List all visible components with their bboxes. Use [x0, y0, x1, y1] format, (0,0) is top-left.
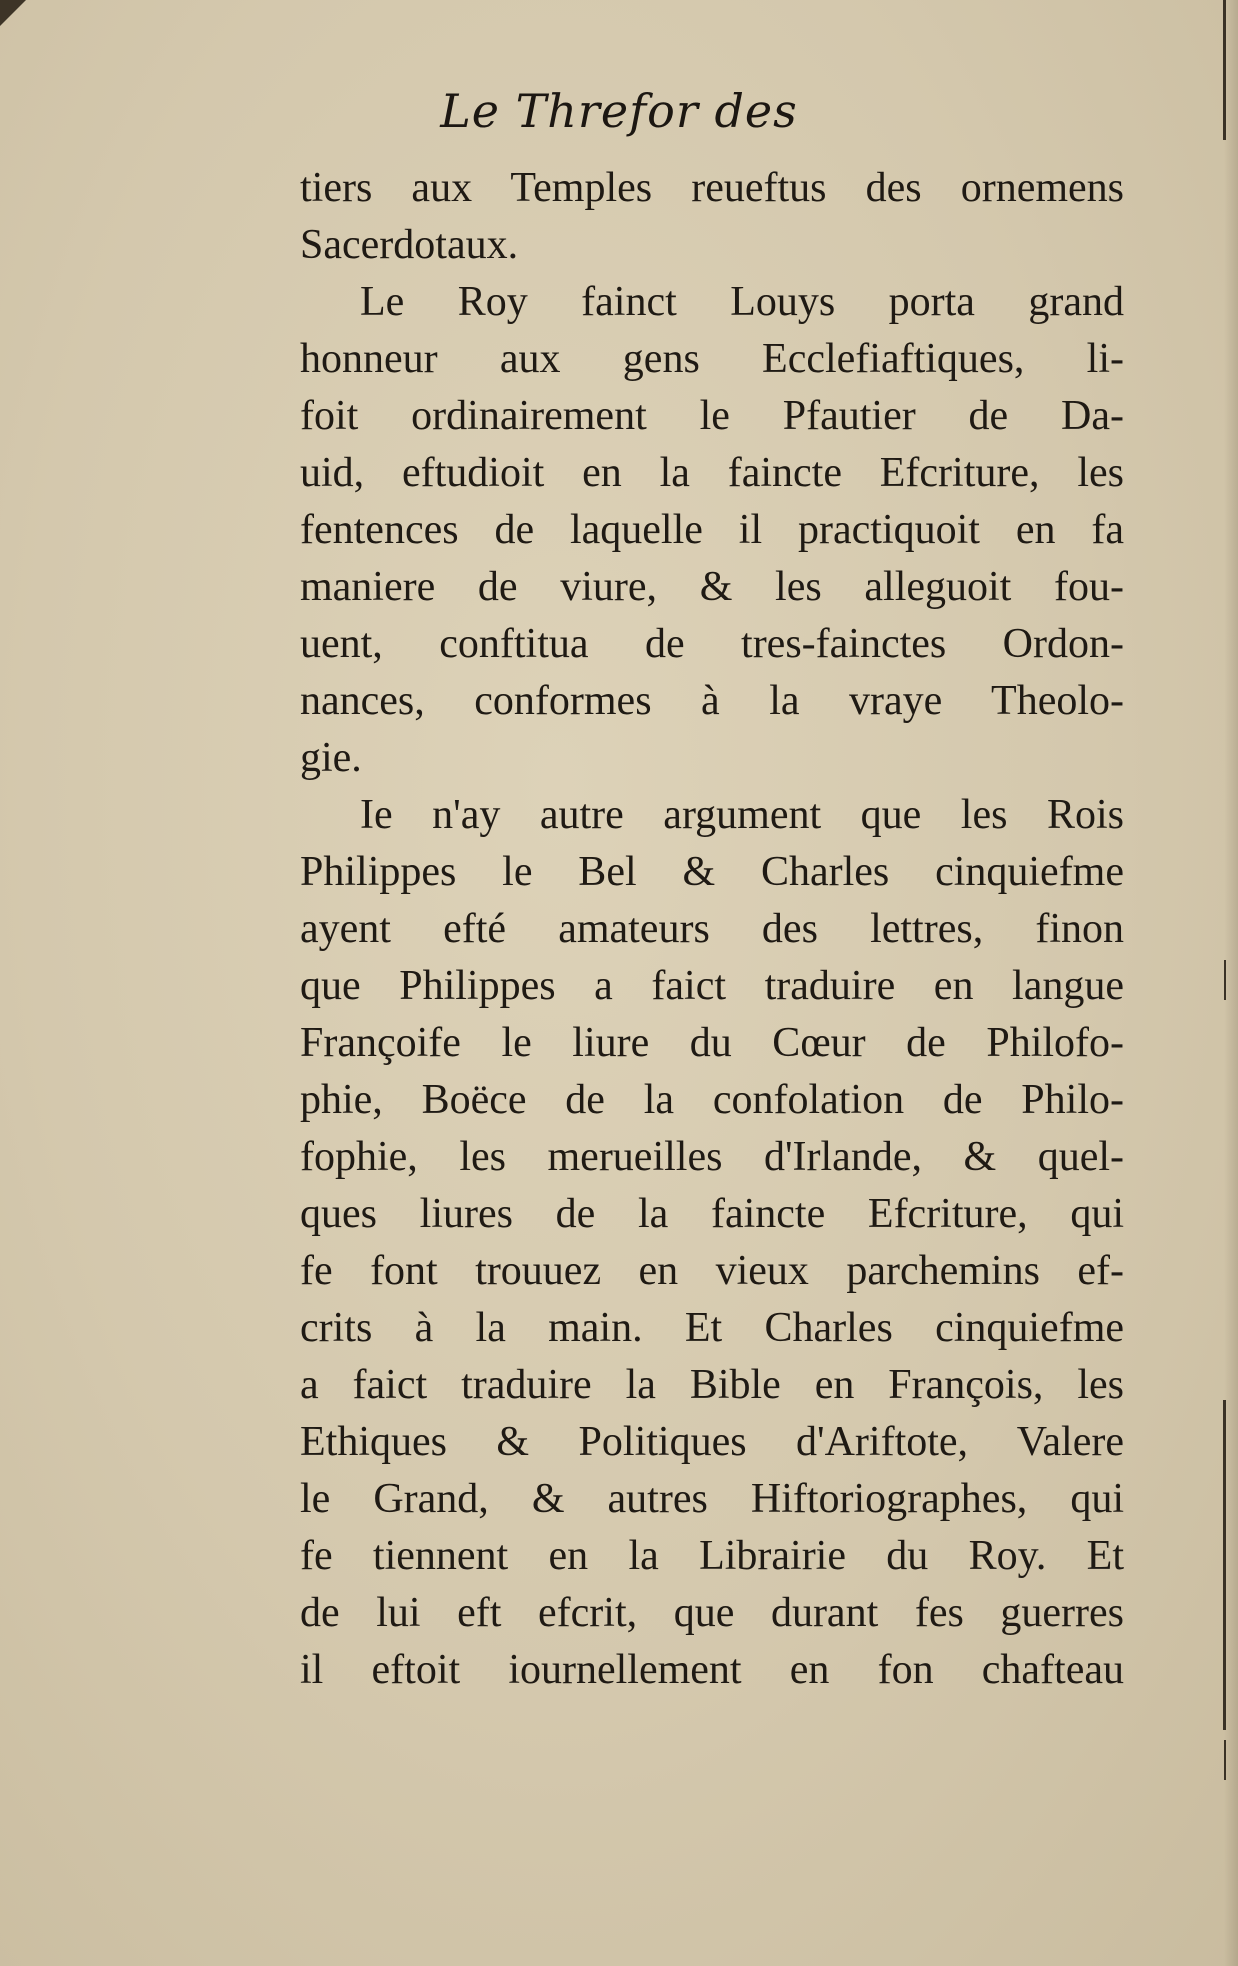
text-line: fe font trouuez en vieux parchemins ef-: [300, 1248, 1124, 1294]
text-line: uid, eftudioit en la faincte Efcriture, les: [300, 450, 1124, 496]
text-line: phie, Boëce de la confolation de Philo-: [300, 1077, 1124, 1123]
text-line: foit ordinairement le Pfautier de Da-: [300, 393, 1124, 439]
text-line: Françoife le liure du Cœur de Philofo-: [300, 1020, 1124, 1066]
text-line: Sacerdotaux.: [300, 222, 519, 268]
page-edge-shadow: [1224, 0, 1238, 1966]
page-edge-mark: [1223, 1400, 1226, 1730]
text-line: fophie, les merueilles d'Irlande, & quel-: [300, 1134, 1124, 1180]
text-line: ayent efté amateurs des lettres, finon: [300, 906, 1124, 952]
text-line: tiers aux Temples reueftus des ornemens: [300, 165, 1124, 211]
text-line: de lui eft efcrit, que durant fes guerres: [300, 1590, 1124, 1636]
text-line: il eftoit iournellement en fon chafteau: [300, 1647, 1124, 1693]
text-line: fentences de laquelle il practiquoit en fa: [300, 507, 1124, 553]
text-line: que Philippes a faict traduire en langue: [300, 963, 1124, 1009]
text-line: fe tiennent en la Librairie du Roy. Et: [300, 1533, 1124, 1579]
text-line: Philippes le Bel & Charles cinquiefme: [300, 849, 1124, 895]
text-line: Le Roy fainct Louys porta grand: [360, 279, 1124, 325]
text-line: crits à la main. Et Charles cinquiefme: [300, 1305, 1124, 1351]
text-line: ques liures de la faincte Efcriture, qui: [300, 1191, 1124, 1237]
text-line: nances, conformes à la vraye Theolo-: [300, 678, 1124, 724]
text-line: gie.: [300, 735, 362, 781]
text-line: Ie n'ay autre argument que les Rois: [360, 792, 1124, 838]
page-corner-fold: [0, 0, 26, 26]
text-line: uent, conftitua de tres-fainctes Ordon-: [300, 621, 1124, 667]
text-line: maniere de viure, & les alleguoit fou-: [300, 564, 1124, 610]
text-line: a faict traduire la Bible en François, les: [300, 1362, 1124, 1408]
running-head: Le Threfor des: [440, 84, 798, 138]
text-line: Ethiques & Politiques d'Ariftote, Valere: [300, 1419, 1124, 1465]
page-edge-mark: [1224, 1740, 1226, 1780]
body-text: [300, 160, 1124, 1699]
page-edge-mark: [1224, 960, 1226, 1000]
text-line: le Grand, & autres Hiftoriographes, qui: [300, 1476, 1124, 1522]
text-line: honneur aux gens Ecclefiaftiques, li-: [300, 336, 1124, 382]
